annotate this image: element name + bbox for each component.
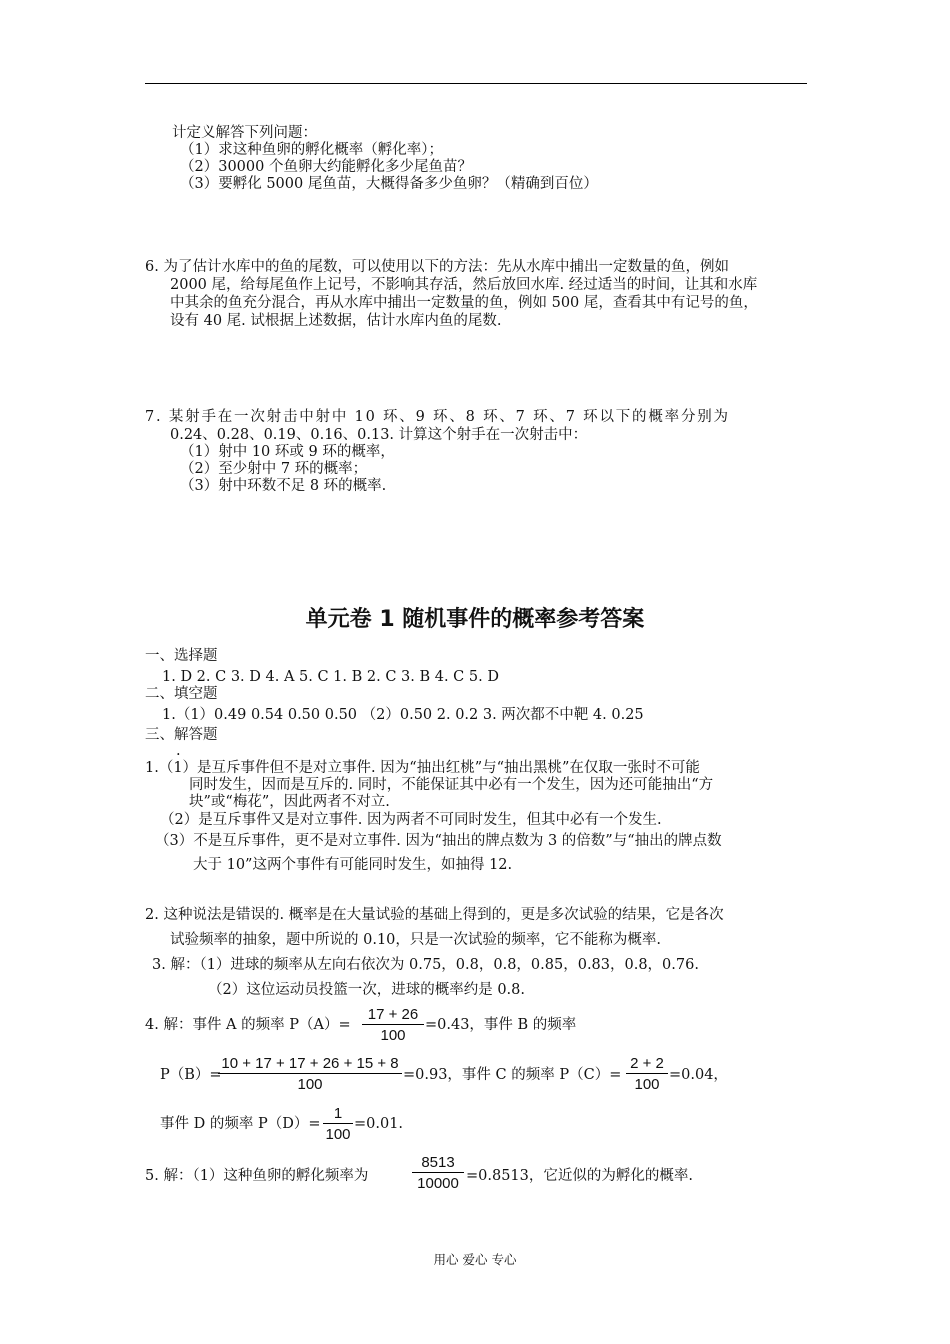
fraction-hatch-rate (412, 1154, 464, 1193)
section-multiple-choice: 一、选择题 (145, 648, 218, 664)
q5-part3: （3）要孵化 5000 尾鱼苗，大概得备多少鱼卵？（精确到百位） (180, 176, 598, 192)
fraction-hatch-numerator: 8513 (412, 1154, 464, 1173)
fraction-pd (323, 1105, 353, 1144)
answers-title: 单元卷 1 随机事件的概率参考答案 (305, 607, 645, 632)
a4-line2-prefix: P（B）= (160, 1067, 222, 1083)
a3-line2: （2）这位运动员投篮一次，进球的概率约是 0.8. (208, 982, 526, 998)
a4-line1-prefix: 4. 解：事件 A 的频率 P（A）= (145, 1017, 351, 1033)
stray-dot: . (176, 743, 181, 759)
a4-line3-suffix: =0.01. (354, 1116, 404, 1132)
fraction-pb-numerator: 10 + 17 + 17 + 26 + 15 + 8 (218, 1055, 402, 1074)
page-footer: 用心 爱心 专心 (433, 1252, 517, 1267)
fraction-hatch-denominator: 10000 (417, 1175, 459, 1192)
q5-part2: （2）30000 个鱼卵大约能孵化多少尾鱼苗？ (180, 159, 472, 175)
q6-line2: 2000 尾，给每尾鱼作上记号，不影响其存活，然后放回水库. 经过适当的时间，让其和水库 (170, 277, 758, 293)
a1-part3-line2: 大于 10”这两个事件有可能同时发生，如抽得 12. (193, 857, 513, 873)
a1-line3: 块”或“梅花”，因此两者不对立. (189, 794, 390, 810)
q7-part2: （2）至少射中 7 环的概率； (180, 461, 368, 477)
a1-part2: （2）是互斥事件又是对立事件. 因为两者不可同时发生，但其中必有一个发生. (160, 812, 662, 828)
q6-line1: 6. 为了估计水库中的鱼的尾数，可以使用以下的方法：先从水库中捕出一定数量的鱼，例如 (145, 259, 729, 275)
a4-line3-prefix: 事件 D 的频率 P（D）= (160, 1116, 321, 1132)
fraction-pb (218, 1055, 402, 1094)
q7-line1: 7. 某射手在一次射击中射中 10 环、9 环、8 环、7 环、7 环以下的概率分别为 (145, 409, 730, 425)
fraction-pa-denominator: 100 (380, 1027, 406, 1044)
header-rule (145, 83, 807, 84)
a4-line2-suffix: =0.04， (669, 1067, 728, 1083)
fraction-pb-denominator: 100 (297, 1076, 323, 1093)
a5-prefix: 5. 解：（1）这种鱼卵的孵化频率为 (145, 1168, 369, 1184)
a5-suffix: =0.8513，它近似的为孵化的概率. (466, 1168, 693, 1184)
a1-part3-line1: （3）不是互斥事件，更不是对立事件. 因为“抽出的牌点数为 3 的倍数”与“抽出的牌点数 (155, 833, 722, 849)
q7-part3: （3）射中环数不足 8 环的概率. (180, 478, 387, 494)
fill-blank-answers: 1.（1）0.49 0.54 0.50 0.50 （2）0.50 2. 0.2 3. 两次都不中靶 4. 0.25 (162, 707, 644, 723)
fraction-pc-denominator: 100 (634, 1076, 660, 1093)
multiple-choice-answers: 1. D 2. C 3. D 4. A 5. C 1. B 2. C 3. B 4. C 5. D (162, 669, 499, 685)
a2-line2: 试验频率的抽象，题中所说的 0.10，只是一次试验的频率，它不能称为概率. (170, 932, 662, 948)
section-solutions: 三、解答题 (145, 727, 218, 743)
q6-line3: 中其余的鱼充分混合，再从水库中捕出一定数量的鱼，例如 500 尾，查看其中有记号的鱼， (170, 295, 758, 311)
fraction-pc-numerator: 2 + 2 (626, 1055, 668, 1074)
a1-line2: 同时发生，因而是互斥的. 同时，不能保证其中必有一个发生，因为还可能抽出“方 (189, 777, 714, 793)
a2-line1: 2. 这种说法是错误的. 概率是在大量试验的基础上得到的，更是多次试验的结果，它是各次 (145, 907, 724, 923)
fraction-pa-numerator: 17 + 26 (362, 1006, 424, 1025)
fraction-pd-numerator: 1 (323, 1105, 353, 1124)
a3-line1: 3. 解：（1）进球的频率从左向右依次为 0.75，0.8，0.8，0.85，0.83，0.8，0.76. (152, 957, 699, 973)
q5-intro-line: 计定义解答下列问题： (172, 125, 317, 141)
fraction-pc (626, 1055, 668, 1094)
a4-line2-middle: =0.93，事件 C 的频率 P（C）= (403, 1067, 622, 1083)
section-fill-blank: 二、填空题 (145, 686, 218, 702)
q5-part1: （1）求这种鱼卵的孵化概率（孵化率）； (180, 142, 443, 158)
q7-line2: 0.24、0.28、0.19、0.16、0.13. 计算这个射手在一次射击中： (170, 427, 588, 443)
q7-part1: （1）射中 10 环或 9 环的概率， (180, 444, 395, 460)
q6-line4: 设有 40 尾. 试根据上述数据，估计水库内鱼的尾数. (170, 313, 502, 329)
fraction-pa (362, 1006, 424, 1045)
a4-line1-suffix: =0.43，事件 B 的频率 (425, 1017, 577, 1033)
a1-line1: 1.（1）是互斥事件但不是对立事件. 因为“抽出红桃”与“抽出黑桃”在仅取一张时不可能 (145, 760, 700, 776)
fraction-pd-denominator: 100 (325, 1126, 351, 1143)
